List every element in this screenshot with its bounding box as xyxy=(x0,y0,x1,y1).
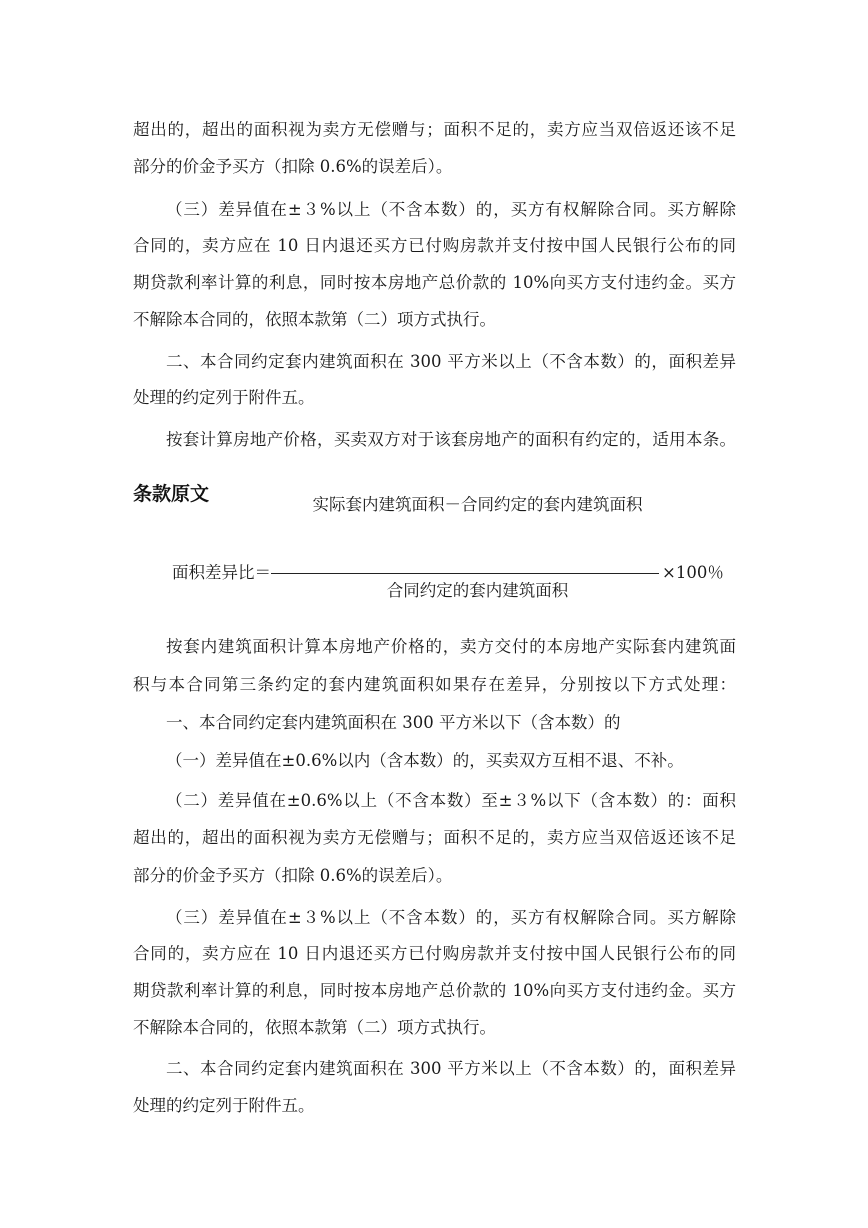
formula-numerator: 实际套内建筑面积－合同约定的套内建筑面积 xyxy=(312,495,643,514)
paragraph-line: （二）差异值在±0.6%以上（不含本数）至±３%以下（含本数）的：面积 xyxy=(166,791,736,810)
formula-label: 面积差异比＝ xyxy=(172,563,271,582)
paragraph-line: 一、本合同约定套内建筑面积在 300 平方米以下（含本数）的 xyxy=(166,713,621,732)
paragraph-line: 合同的，卖方应在 10 日内退还买方已付购房款并支付按中国人民银行公布的同 xyxy=(133,236,736,255)
paragraph-line: 处理的约定列于附件五。 xyxy=(133,388,315,407)
section-heading: 条款原文 xyxy=(133,483,210,505)
paragraph-line: 期贷款利率计算的利息，同时按本房地产总价款的 10%向买方支付违约金。买方 xyxy=(133,273,736,292)
paragraph-line: 超出的，超出的面积视为卖方无偿赠与；面积不足的，卖方应当双倍返还该不足 xyxy=(133,828,736,847)
paragraph-line: 不解除本合同的，依照本款第（二）项方式执行。 xyxy=(133,310,496,329)
paragraph-line: 积与本合同第三条约定的套内建筑面积如果存在差异，分别按以下方式处理： xyxy=(133,675,736,694)
paragraph-line: 二、本合同约定套内建筑面积在 300 平方米以上（不含本数）的，面积差异 xyxy=(166,352,736,371)
paragraph-line: 不解除本合同的，依照本款第（二）项方式执行。 xyxy=(133,1018,496,1037)
paragraph-line: （一）差异值在±0.6%以内（含本数）的，买卖双方互相不退、不补。 xyxy=(166,751,684,770)
paragraph-line: （三）差异值在±３%以上（不含本数）的，买方有权解除合同。买方解除 xyxy=(166,200,736,219)
paragraph-line: 二、本合同约定套内建筑面积在 300 平方米以上（不含本数）的，面积差异 xyxy=(166,1059,736,1078)
paragraph-line: 部分的价金予买方（扣除 0.6%的误差后）。 xyxy=(133,866,453,885)
fraction-bar xyxy=(271,573,659,574)
paragraph-line: 超出的，超出的面积视为卖方无偿赠与；面积不足的，卖方应当双倍返还该不足 xyxy=(133,120,736,139)
paragraph-line: 期贷款利率计算的利息，同时按本房地产总价款的 10%向买方支付违约金。买方 xyxy=(133,981,736,1000)
paragraph-line: 部分的价金予买方（扣除 0.6%的误差后）。 xyxy=(133,157,453,176)
paragraph-line: 按套内建筑面积计算本房地产价格的，卖方交付的本房地产实际套内建筑面 xyxy=(166,637,736,656)
formula-denominator: 合同约定的套内建筑面积 xyxy=(386,581,569,600)
formula-multiplier: ×100％ xyxy=(662,563,724,582)
paragraph-line: （三）差异值在±３%以上（不含本数）的，买方有权解除合同。买方解除 xyxy=(166,908,736,927)
paragraph-line: 合同的，卖方应在 10 日内退还买方已付购房款并支付按中国人民银行公布的同 xyxy=(133,944,736,963)
paragraph-line: 按套计算房地产价格，买卖双方对于该套房地产的面积有约定的，适用本条。 xyxy=(166,430,736,449)
paragraph-line: 处理的约定列于附件五。 xyxy=(133,1096,315,1115)
